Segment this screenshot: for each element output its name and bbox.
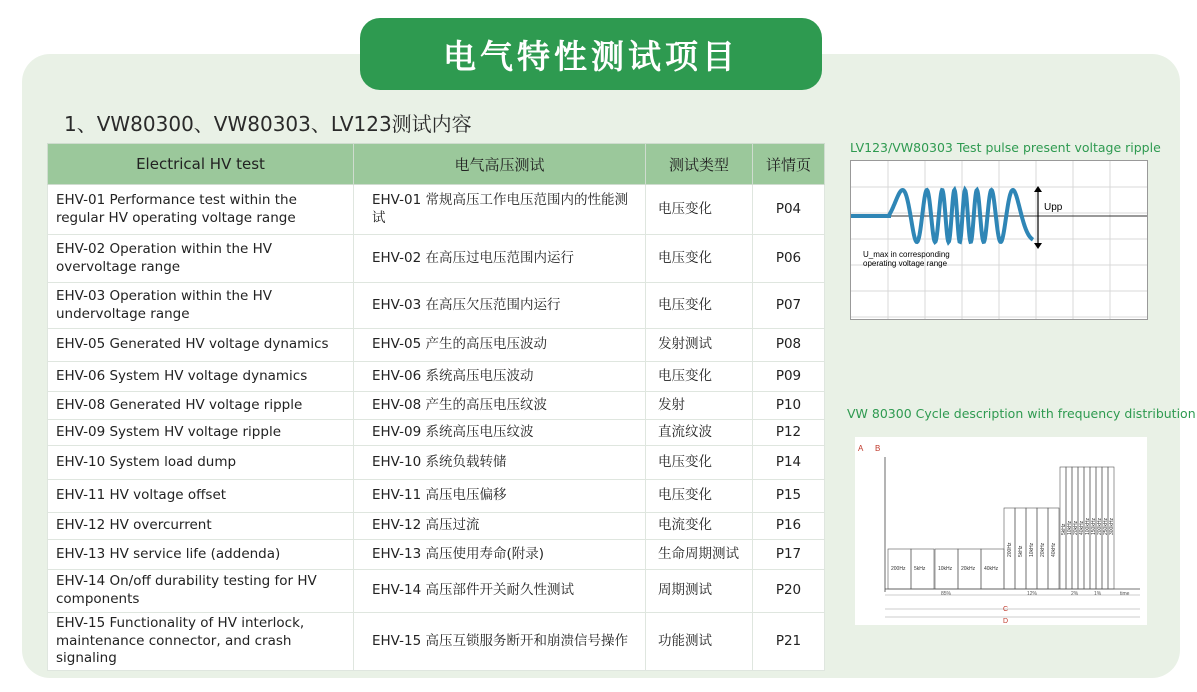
row-page: P21 [753, 613, 825, 671]
row-page: P16 [753, 513, 825, 540]
row-zh: EHV-12 高压过流 [354, 513, 646, 540]
freq-label: 10kHz [1029, 542, 1035, 557]
pct-2: 2% [1071, 591, 1079, 597]
freq-label: 100kHz [1085, 518, 1091, 535]
freq-label: 150kHz [1091, 518, 1097, 535]
row-page: P08 [753, 329, 825, 362]
row-page: P17 [753, 540, 825, 570]
mid-band [1004, 508, 1059, 589]
row-page: P12 [753, 420, 825, 446]
high-band [1060, 467, 1115, 589]
umax-label-1: U_max in corresponding [863, 250, 950, 259]
freq-label: 20kHz [1040, 542, 1046, 557]
ripple-diagram [851, 161, 1147, 319]
table-row [48, 513, 825, 540]
row-type: 电流变化 [646, 513, 753, 540]
table-row [48, 420, 825, 446]
row-zh: EHV-11 高压电压偏移 [354, 480, 646, 513]
row-type: 生命周期测试 [646, 540, 753, 570]
page-title: 电气特性测试项目 [360, 18, 822, 90]
row-page: P06 [753, 235, 825, 283]
row-type: 发射 [646, 392, 753, 420]
row-type: 电压变化 [646, 480, 753, 513]
table-header-row [48, 144, 825, 185]
header-page: 详情页 [753, 144, 825, 185]
row-en: EHV-08 Generated HV voltage ripple [48, 392, 354, 420]
row-en: EHV-03 Operation within the HV undervoltage range [48, 283, 354, 329]
row-type: 功能测试 [646, 613, 753, 671]
row-en: EHV-12 HV overcurrent [48, 513, 354, 540]
ripple-figure-title: LV123/VW80303 Test pulse present voltage ripple [850, 140, 1161, 155]
pct-85: 85% [941, 591, 952, 597]
row-type: 电压变化 [646, 362, 753, 392]
row-zh: EHV-08 产生的高压电压纹波 [354, 392, 646, 420]
table-row [48, 613, 825, 671]
low-band [888, 549, 1004, 589]
row-type: 电压变化 [646, 283, 753, 329]
row-type: 发射测试 [646, 329, 753, 362]
table-row [48, 540, 825, 570]
row-page: P10 [753, 392, 825, 420]
table-row [48, 235, 825, 283]
table-row [48, 570, 825, 613]
table-body [48, 185, 825, 671]
freq-label: 20kHz [1073, 520, 1079, 535]
freq-label: 200Hz [1007, 542, 1013, 557]
row-zh: EHV-13 高压使用寿命(附录) [354, 540, 646, 570]
upp-arrow-head-bottom [1034, 243, 1042, 249]
cycle-diagram [855, 437, 1147, 625]
label-c: C [1003, 606, 1009, 613]
freq-label: 200Hz [891, 566, 906, 572]
col-b-label: B [875, 444, 881, 453]
row-type: 电压变化 [646, 185, 753, 235]
freq-label: 300kHz [1109, 518, 1115, 535]
freq-label: 40kHz [984, 566, 999, 572]
umax-label-2: operating voltage range [863, 259, 948, 268]
freq-label: 10kHz [938, 566, 953, 572]
freq-label: 250kHz [1103, 518, 1109, 535]
table-row [48, 446, 825, 480]
row-zh: EHV-06 系统高压电压波动 [354, 362, 646, 392]
table-row [48, 185, 825, 235]
row-en: EHV-09 System HV voltage ripple [48, 420, 354, 446]
row-en: EHV-02 Operation within the HV overvoltage range [48, 235, 354, 283]
row-en: EHV-15 Functionality of HV interlock, maintenance connector, and crash signaling [48, 613, 354, 671]
test-items-table [47, 143, 825, 671]
ripple-figure [850, 160, 1148, 320]
row-zh: EHV-15 高压互锁服务断开和崩溃信号操作 [354, 613, 646, 671]
table-row [48, 283, 825, 329]
row-type: 电压变化 [646, 235, 753, 283]
row-zh: EHV-02 在高压过电压范围内运行 [354, 235, 646, 283]
row-en: EHV-10 System load dump [48, 446, 354, 480]
table-row [48, 392, 825, 420]
freq-label: 40kHz [1079, 520, 1085, 535]
row-en: EHV-13 HV service life (addenda) [48, 540, 354, 570]
row-type: 周期测试 [646, 570, 753, 613]
row-page: P04 [753, 185, 825, 235]
row-zh: EHV-05 产生的高压电压波动 [354, 329, 646, 362]
table-row [48, 329, 825, 362]
time-label: time [1120, 591, 1130, 597]
table-row [48, 362, 825, 392]
row-page: P20 [753, 570, 825, 613]
freq-label: 40kHz [1051, 542, 1057, 557]
row-zh: EHV-03 在高压欠压范围内运行 [354, 283, 646, 329]
header-type: 测试类型 [646, 144, 753, 185]
row-page: P15 [753, 480, 825, 513]
row-zh: EHV-09 系统高压电压纹波 [354, 420, 646, 446]
row-page: P14 [753, 446, 825, 480]
row-zh: EHV-10 系统负载转储 [354, 446, 646, 480]
row-zh: EHV-14 高压部件开关耐久性测试 [354, 570, 646, 613]
cycle-figure-title: VW 80300 Cycle description with frequency distribution [847, 406, 1196, 421]
row-en: EHV-06 System HV voltage dynamics [48, 362, 354, 392]
upp-label: Upp [1044, 202, 1063, 213]
row-en: EHV-14 On/off durability testing for HV components [48, 570, 354, 613]
row-en: EHV-01 Performance test within the regular HV operating voltage range [48, 185, 354, 235]
freq-label: 5kHz [1061, 523, 1067, 535]
pct-1: 1% [1094, 591, 1102, 597]
row-type: 直流纹波 [646, 420, 753, 446]
header-zh: 电气高压测试 [354, 144, 646, 185]
section-heading: 1、VW80300、VW80303、LV123测试内容 [64, 112, 472, 136]
row-page: P09 [753, 362, 825, 392]
col-a-label: A [858, 444, 864, 453]
freq-label: 200kHz [1097, 518, 1103, 535]
row-en: EHV-05 Generated HV voltage dynamics [48, 329, 354, 362]
row-en: EHV-11 HV voltage offset [48, 480, 354, 513]
freq-label: 5kHz [1018, 545, 1024, 557]
pct-12: 12% [1027, 591, 1038, 597]
cycle-figure [855, 437, 1147, 625]
row-zh: EHV-01 常规高压工作电压范围内的性能测试 [354, 185, 646, 235]
table-row [48, 480, 825, 513]
freq-label: 10kHz [1067, 520, 1073, 535]
label-d: D [1003, 618, 1009, 625]
row-type: 电压变化 [646, 446, 753, 480]
freq-label: 5kHz [914, 566, 926, 572]
freq-label: 20kHz [961, 566, 976, 572]
header-en: Electrical HV test [48, 144, 354, 185]
row-page: P07 [753, 283, 825, 329]
